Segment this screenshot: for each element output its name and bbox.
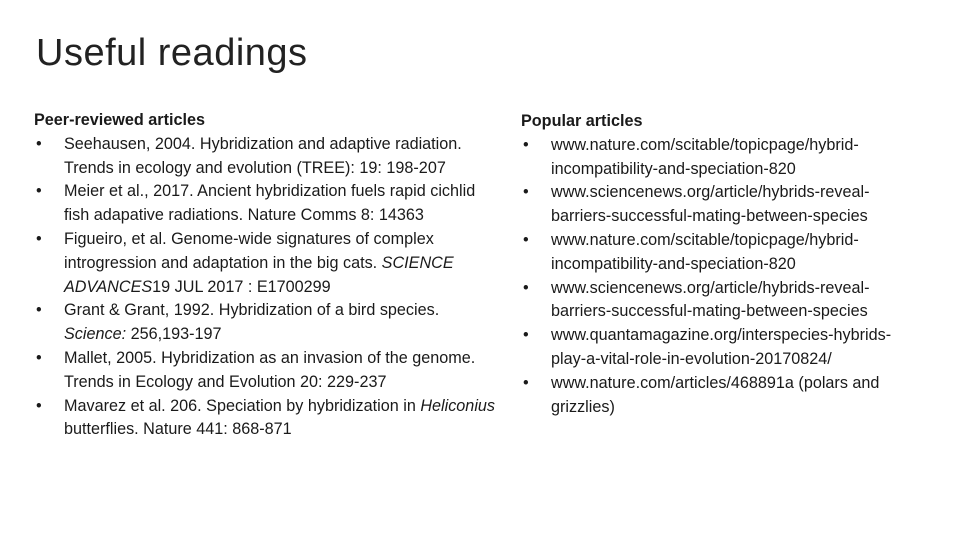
bullet-icon: • <box>523 278 529 297</box>
article-url[interactable]: www.nature.com/articles/468891a (polars and grizzlies) <box>551 373 880 416</box>
reference-text: Meier et al., 2017. Ancient hybridization fuels rapid cichlid fish adapative radiations. Nature Comms 8: 14363 <box>64 182 476 225</box>
bullet-icon: • <box>36 396 42 415</box>
bullet-icon: • <box>523 135 529 154</box>
peer-reviewed-column <box>34 109 504 442</box>
journal-name: Science: <box>64 325 127 344</box>
reference-item <box>34 228 504 299</box>
bullet-icon: • <box>523 230 529 249</box>
article-url[interactable]: www.quantamagazine.org/interspecies-hybrids- play-a-vital-role-in-evolution-20170824/ <box>551 326 892 368</box>
slide-title: Useful readings <box>36 32 308 74</box>
journal-name: SCIENCE ADVANCES <box>64 253 454 296</box>
reference-text: Grant & Grant, 1992. Hybridization of a bird species. <box>64 301 440 320</box>
article-url[interactable]: www.nature.com/scitable/topicpage/hybrid- incompatibility-and-speciation-820 <box>551 135 859 178</box>
link-item[interactable] <box>521 324 931 372</box>
genus-name: Heliconius <box>420 396 496 415</box>
reference-citation: 19 JUL 2017 : E1700299 <box>152 277 331 296</box>
reference-item <box>34 180 504 228</box>
article-url[interactable]: www.nature.com/scitable/topicpage/hybrid- incompatibility-and-speciation-820 <box>551 230 859 273</box>
reference-item <box>34 347 504 395</box>
peer-reviewed-heading: Peer-reviewed articles <box>34 111 205 129</box>
popular-list <box>521 134 931 420</box>
bullet-icon: • <box>36 182 42 201</box>
peer-reviewed-list <box>34 133 504 442</box>
popular-heading: Popular articles <box>521 112 643 130</box>
reference-item <box>34 133 504 181</box>
reference-citation: butterflies. Nature 441: 868-871 <box>64 420 292 439</box>
article-url[interactable]: www.sciencenews.org/article/hybrids-reveal- barriers-successful-mating-between-species <box>551 278 870 321</box>
reference-item <box>34 395 504 443</box>
link-item[interactable] <box>521 277 931 325</box>
reference-text: Mallet, 2005. Hybridization as an invasion of the genome. Trends in Ecology and Evolution 20: 229-237 <box>64 348 476 391</box>
reference-text: Seehausen, 2004. Hybridization and adaptive radiation. Trends in ecology and evolution (TREE): 19: 198-207 <box>64 134 462 177</box>
article-url[interactable]: www.sciencenews.org/article/hybrids-reveal- barriers-successful-mating-between-species <box>551 183 870 226</box>
reference-citation: 256,193-197 <box>126 325 222 344</box>
link-item[interactable] <box>521 134 931 182</box>
bullet-icon: • <box>523 183 529 202</box>
bullet-icon: • <box>36 229 42 248</box>
reference-item <box>34 299 504 347</box>
bullet-icon: • <box>36 301 42 320</box>
popular-column <box>521 110 931 419</box>
reference-text: Mavarez et al. 206. Speciation by hybridization in <box>64 396 421 415</box>
link-item[interactable] <box>521 181 931 229</box>
link-item[interactable] <box>521 229 931 277</box>
bullet-icon: • <box>523 326 529 345</box>
bullet-icon: • <box>36 348 42 367</box>
link-item[interactable] <box>521 372 931 420</box>
bullet-icon: • <box>523 373 529 392</box>
reference-text: Figueiro, et al. Genome-wide signatures of complex introgression and adaptation in the big cats. <box>64 229 434 272</box>
bullet-icon: • <box>36 134 42 153</box>
